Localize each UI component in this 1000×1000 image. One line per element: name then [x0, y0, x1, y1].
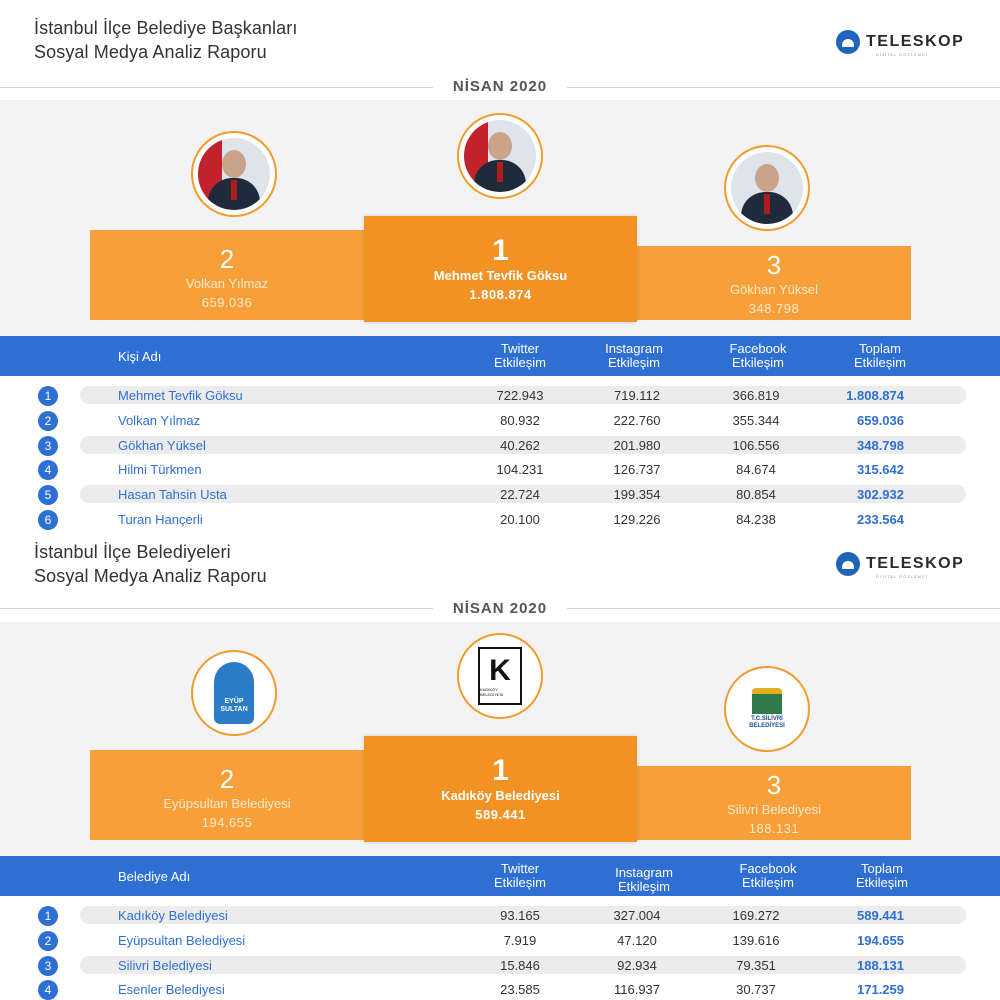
podium-rank: 1	[492, 234, 509, 267]
report-title-line2: Sosyal Medya Analiz Raporu	[34, 566, 267, 586]
header-name: Kişi Adı	[118, 349, 162, 364]
logo-subtext: DİJİTAL GÖZLEMCİ	[876, 574, 929, 579]
avatar-second	[191, 131, 277, 217]
row-facebook: 355.344	[732, 412, 780, 428]
table-header	[0, 856, 1000, 896]
header-twitter: Twitter Etkileşim	[493, 341, 546, 370]
table-row	[0, 434, 1000, 456]
person-photo-icon	[198, 138, 270, 210]
podium-rank: 3	[766, 250, 782, 280]
report-title	[34, 540, 267, 588]
podium-name: Mehmet Tevfik Göksu	[433, 268, 568, 283]
logo-text: TELESKOP	[866, 33, 965, 50]
header-name: Belediye Adı	[118, 869, 191, 884]
row-name: Turan Hançerli	[118, 512, 203, 527]
row-twitter: 722.943	[496, 388, 544, 403]
row-name: Hasan Tahsin Usta	[118, 487, 227, 503]
podium-value: 1.808.874	[469, 287, 532, 302]
podium-rank: 2	[219, 764, 235, 794]
rank-badge: 6	[38, 510, 58, 530]
row-name: Hilmi Türkmen	[118, 462, 202, 478]
rank-badge: 1	[38, 906, 58, 926]
row-total: 302.932	[857, 487, 904, 503]
header-total: Toplam Etkileşim	[855, 861, 908, 890]
table-row	[0, 954, 1000, 976]
row-name: Esenler Belediyesi	[118, 982, 225, 998]
row-instagram: 222.760	[613, 412, 661, 428]
row-total: 194.655	[857, 932, 904, 948]
row-facebook: 366.819	[732, 388, 780, 403]
row-name: Kadıköy Belediyesi	[118, 908, 228, 923]
row-facebook: 169.272	[732, 908, 780, 923]
row-instagram: 92.934	[617, 957, 657, 973]
row-twitter: 22.724	[500, 487, 540, 503]
podium-value: 194.655	[201, 815, 253, 830]
table-row	[0, 929, 1000, 951]
row-twitter: 7.919	[503, 932, 537, 948]
teleskop-logo	[836, 552, 965, 579]
rank-badge: 2	[38, 931, 58, 951]
podium-third	[637, 766, 911, 840]
row-facebook: 84.674	[736, 462, 776, 478]
logo-text: TELESKOP	[866, 555, 965, 572]
podium-rank: 3	[766, 770, 782, 800]
podium-value: 348.798	[748, 301, 800, 316]
table-row	[0, 384, 1000, 406]
header-facebook: Facebook Etkileşim	[729, 341, 787, 370]
row-instagram: 129.226	[613, 512, 661, 527]
avatar-third	[724, 145, 810, 231]
row-twitter: 104.231	[496, 462, 544, 478]
table-header	[0, 336, 1000, 376]
row-instagram: 199.354	[613, 487, 661, 503]
report-title	[34, 16, 297, 64]
row-name: Silivri Belediyesi	[118, 957, 212, 973]
header-facebook: Facebook Etkileşim	[739, 861, 797, 890]
row-name: Eyüpsultan Belediyesi	[118, 932, 246, 948]
row-twitter: 93.165	[500, 908, 540, 923]
row-total: 315.642	[857, 462, 904, 478]
header-total: Toplam Etkileşim	[853, 341, 906, 370]
table-row	[0, 409, 1000, 431]
row-instagram: 116.937	[613, 982, 661, 998]
teleskop-logo	[836, 30, 965, 57]
podium-name: Kadıköy Belediyesi	[441, 788, 560, 803]
report-month: NİSAN 2020	[433, 600, 567, 617]
header-twitter: Twitter Etkileşim	[493, 861, 546, 890]
table-row	[0, 978, 1000, 1000]
rank-badge: 4	[38, 460, 58, 480]
podium-name: Volkan Yılmaz	[185, 276, 269, 291]
report-month: NİSAN 2020	[433, 78, 567, 95]
podium-second	[90, 750, 364, 840]
row-twitter: 23.585	[500, 982, 540, 998]
silivri-logo-icon: T.C.SİLİVRİ BELEDİYESİ	[741, 683, 793, 735]
podium-rank: 1	[492, 754, 509, 787]
podium-value: 589.441	[475, 807, 526, 822]
row-name: Mehmet Tevfik Göksu	[118, 388, 243, 403]
row-total: 233.564	[857, 512, 904, 527]
podium-rank: 2	[219, 244, 235, 274]
municipalities-report-panel	[0, 538, 1000, 1000]
row-name: Gökhan Yüksel	[118, 437, 206, 453]
rank-badge: 3	[38, 436, 58, 456]
rank-badge: 3	[38, 956, 58, 976]
header-instagram: Instagram Etkileşim	[615, 865, 673, 894]
person-photo-icon	[731, 152, 803, 224]
row-total: 1.808.874	[846, 388, 904, 403]
kadikoy-emblem	[457, 633, 543, 719]
row-instagram: 201.980	[613, 437, 661, 453]
silivri-emblem	[724, 666, 810, 752]
row-twitter: 80.932	[500, 412, 540, 428]
podium-first	[364, 216, 637, 322]
row-instagram: 719.112	[613, 388, 661, 403]
row-total: 659.036	[857, 412, 904, 428]
rank-badge: 5	[38, 485, 58, 505]
logo-subtext: DİJİTAL GÖZLEMCİ	[876, 52, 929, 57]
report-title-line2: Sosyal Medya Analiz Raporu	[34, 42, 267, 62]
podium-value: 188.131	[748, 821, 800, 836]
row-instagram: 126.737	[613, 462, 661, 478]
person-photo-icon	[464, 120, 536, 192]
table-row	[0, 483, 1000, 505]
table-row	[0, 458, 1000, 480]
header-instagram: Instagram Etkileşim	[605, 341, 663, 370]
podium-second	[90, 230, 364, 320]
row-name: Volkan Yılmaz	[118, 412, 201, 428]
podium-name: Eyüpsultan Belediyesi	[163, 796, 291, 811]
kadikoy-logo-icon: K KADIKÖY BELEDİYESİ	[478, 647, 522, 705]
eyupsultan-emblem	[191, 650, 277, 736]
row-facebook: 80.854	[736, 487, 776, 503]
rank-badge: 2	[38, 411, 58, 431]
row-total: 589.441	[857, 908, 904, 923]
rank-badge: 1	[38, 386, 58, 406]
row-facebook: 84.238	[736, 512, 776, 527]
podium-name: Silivri Belediyesi	[727, 802, 821, 817]
row-twitter: 40.262	[500, 437, 540, 453]
row-twitter: 15.846	[500, 957, 540, 973]
table-row	[0, 508, 1000, 530]
row-facebook: 79.351	[736, 957, 776, 973]
row-total: 348.798	[857, 437, 904, 453]
podium-third	[637, 246, 911, 320]
eyupsultan-logo-icon: EYÜP SULTAN	[214, 662, 254, 724]
row-instagram: 327.004	[613, 908, 661, 923]
row-twitter: 20.100	[500, 512, 540, 527]
teleskop-logo-icon	[836, 552, 860, 576]
report-title-line1: İstanbul İlçe Belediye Başkanları	[34, 18, 298, 38]
podium-value: 659.036	[201, 295, 253, 310]
row-facebook: 30.737	[736, 982, 776, 998]
avatar-first	[457, 113, 543, 199]
row-facebook: 139.616	[732, 932, 780, 948]
row-total: 171.259	[857, 982, 904, 998]
teleskop-logo-icon	[836, 30, 860, 54]
rank-badge: 4	[38, 980, 58, 1000]
row-total: 188.131	[857, 957, 904, 973]
row-facebook: 106.556	[732, 437, 780, 453]
table-row	[0, 904, 1000, 926]
podium-first	[364, 736, 637, 842]
row-instagram: 47.120	[617, 932, 657, 948]
podium-name: Gökhan Yüksel	[730, 282, 818, 297]
report-title-line1: İstanbul İlçe Belediyeleri	[34, 542, 231, 562]
